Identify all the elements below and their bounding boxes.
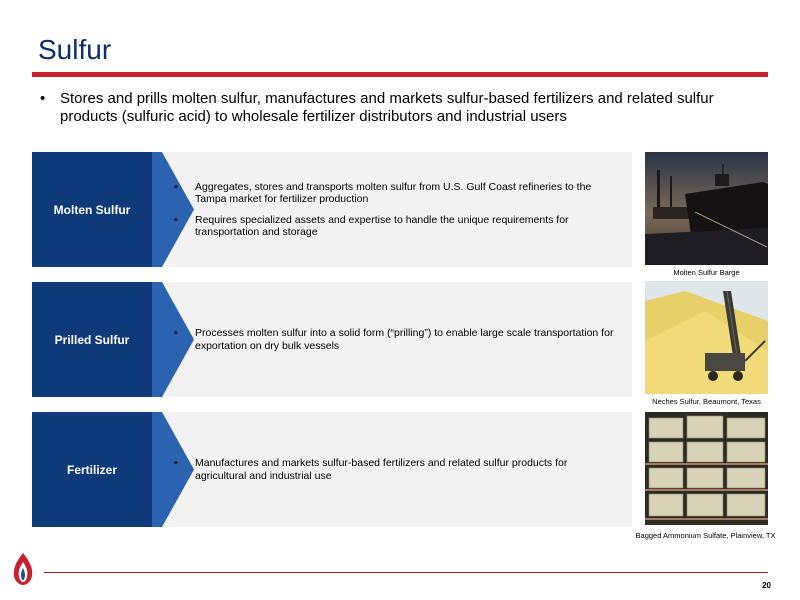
list-item: • Manufactures and markets sulfur-based fertilizers and related sulfur products for agricultural and industrial use	[174, 457, 619, 482]
row-molten-sulfur	[32, 152, 632, 267]
slide-title: Sulfur	[38, 34, 112, 65]
intro-bullet	[40, 90, 770, 126]
title-divider	[32, 72, 768, 77]
footer-divider	[44, 572, 768, 573]
row-label: Fertilizer	[66, 462, 117, 477]
neches-sulfur-photo	[645, 281, 768, 394]
list-item: • Processes molten sulfur into a solid form (“prilling”) to enable large scale transportation for exportation on dry bulk vessels	[174, 327, 619, 352]
bagged-ammonium-sulfate-photo	[645, 412, 768, 525]
molten-sulfur-barge-photo	[645, 152, 768, 265]
photo-caption: Bagged Ammonium Sulfate, Plainview, TX	[635, 531, 776, 540]
list-item: • Requires specialized assets and expertise to handle the unique requirements for transportation and storage	[174, 214, 619, 239]
list-item: • Aggregates, stores and transports molten sulfur from U.S. Gulf Coast refineries to the Tampa market for fertilizer production	[174, 181, 619, 206]
photo-caption: Neches Sulfur, Beaumont, Texas	[652, 397, 761, 406]
flame-logo-icon	[12, 552, 34, 586]
bullet-list	[174, 152, 619, 267]
bullet-list	[174, 282, 619, 397]
photo-caption: Molten Sulfur Barge	[673, 268, 740, 277]
row-fertilizer	[32, 412, 632, 527]
row-label: Molten Sulfur	[53, 202, 131, 217]
bullet-icon: •	[40, 90, 46, 107]
row-prilled-sulfur	[32, 282, 632, 397]
page-number: 20	[762, 581, 771, 590]
intro-text: Stores and prills molten sulfur, manufactures and markets sulfur-based fertilizers and related sulfur products (sulfuric acid) to wholesale fertilizer distributors and industrial users	[60, 90, 714, 125]
bullet-list	[174, 412, 619, 527]
row-label: Prilled Sulfur	[54, 332, 130, 347]
